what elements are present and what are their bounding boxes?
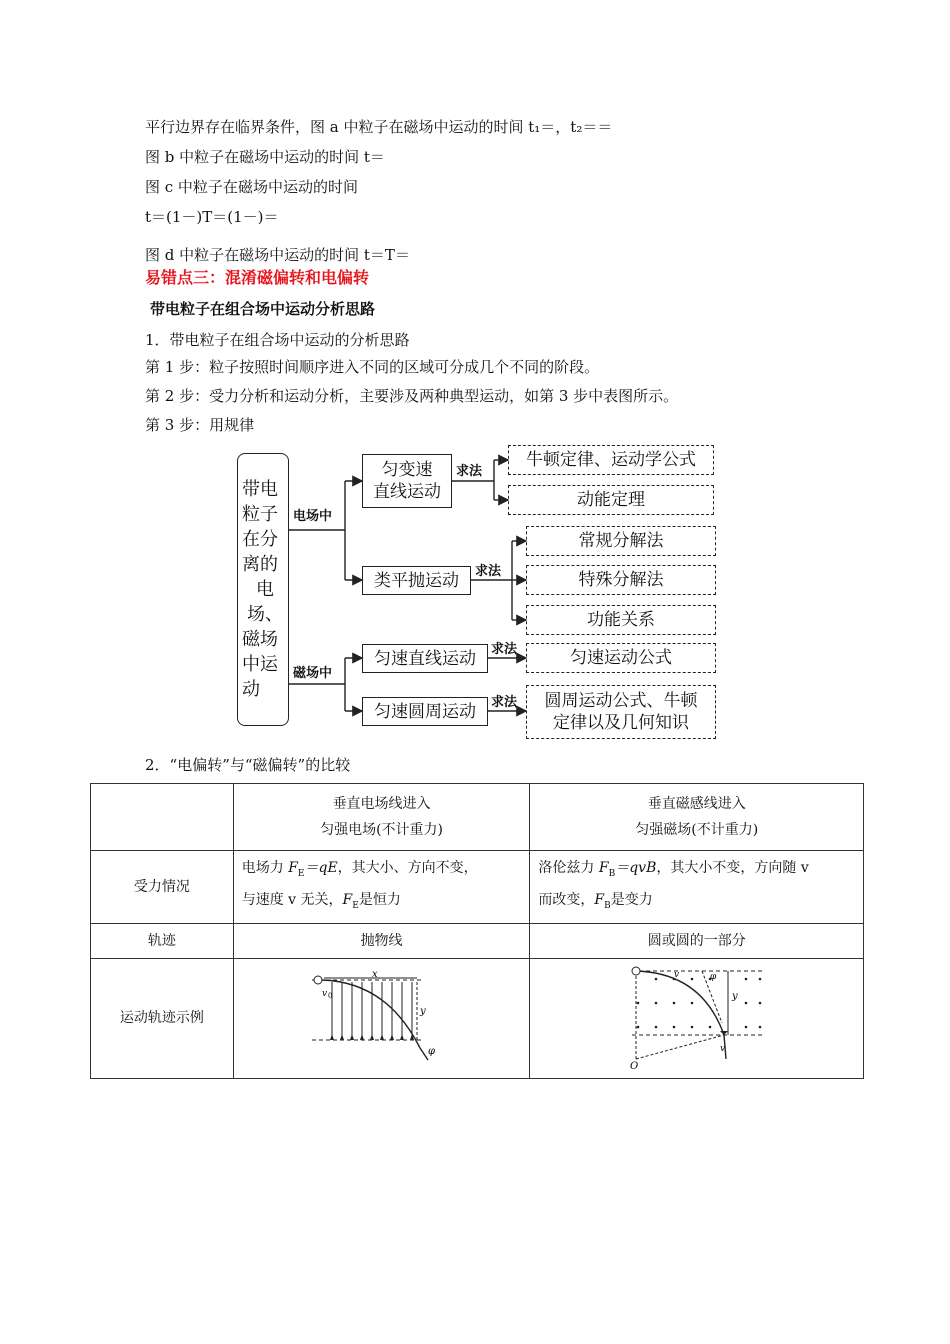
method-circle <box>526 685 716 739</box>
formula-fb-eq: ＝qvB <box>615 860 657 876</box>
motion-projectile: 类平抛运动 <box>362 566 471 595</box>
force-electric-text-c: 与速度 v 无关， <box>241 891 343 908</box>
trajectory-magnetic: 圆或圆的一部分 <box>530 923 864 958</box>
header-magnetic-line2: 匀强磁场(不计重力) <box>635 822 759 838</box>
label-phi-mag: φ <box>709 972 717 983</box>
header-electric-line2: 匀强电场(不计重力) <box>320 822 444 838</box>
force-magnetic-text-c: 而改变， <box>538 891 595 908</box>
method-circle-line1: 圆周运动公式、牛顿 <box>544 691 698 711</box>
label-y-mag: y <box>731 991 738 1003</box>
positive-charge-icon <box>632 967 640 975</box>
root-line: 电场、 <box>247 579 283 625</box>
text-line-4: t＝(1－)T＝(1－)＝ <box>145 208 279 226</box>
example-magnetic <box>530 958 864 1078</box>
electric-field-label: 电场中 <box>293 509 333 524</box>
example-electric <box>233 958 530 1078</box>
root-line: 粒子 <box>242 504 278 525</box>
label-v0: v <box>321 989 327 1000</box>
trajectory-electric: 抛物线 <box>233 923 530 958</box>
method-label-3: 求法 <box>491 642 518 657</box>
comparison-table <box>90 783 864 1079</box>
header-magnetic <box>530 784 864 851</box>
force-label: 受力情况 <box>91 851 234 924</box>
force-electric-text-b: ，其大小、方向不变， <box>337 860 478 876</box>
trajectory-label: 轨迹 <box>91 923 234 958</box>
motion-uniform-accel-line2: 直线运动 <box>373 482 441 502</box>
magnetic-field-dots <box>636 978 761 1035</box>
paragraph-3: 第 2 步：受力分析和运动分析，主要涉及两种典型运动，如第 3 步中表图所示。 <box>145 387 679 405</box>
paragraph-4: 第 3 步：用规律 <box>145 416 255 434</box>
formula-fe-sub: E <box>297 868 305 879</box>
formula-fb-sub-2: B <box>604 900 611 911</box>
magnetic-field-label: 磁场中 <box>293 666 333 681</box>
method-energy: 动能定理 <box>508 485 714 515</box>
paragraph-1: 1．带电粒子在组合场中运动的分析思路 <box>145 331 410 349</box>
table-row-force <box>91 851 864 924</box>
force-magnetic <box>530 851 864 924</box>
label-v-bottom: v <box>719 1044 725 1055</box>
method-decomp: 常规分解法 <box>526 526 716 556</box>
table-header-row <box>91 784 864 851</box>
example-label: 运动轨迹示例 <box>91 958 234 1078</box>
label-x: x <box>371 969 378 981</box>
formula-fb-2: F <box>594 891 605 908</box>
label-phi: φ <box>427 1046 435 1058</box>
force-magnetic-text-d: 是变力 <box>610 891 653 908</box>
electric-deflection-figure <box>302 968 462 1068</box>
header-magnetic-line1: 垂直磁感线进入 <box>647 796 746 812</box>
section-title: 易错点三：混淆磁偏转和电偏转 <box>145 268 370 287</box>
label-v0-sub: 0 <box>327 992 333 1001</box>
force-magnetic-text-b: ，其大小不变，方向随 v <box>656 860 809 876</box>
label-origin: O <box>629 1061 638 1073</box>
label-v-top: v <box>673 970 679 981</box>
formula-fb: F <box>598 860 609 876</box>
text-line-2: 图 b 中粒子在磁场中运动的时间 t＝ <box>145 148 385 166</box>
method-uniform-formula: 匀速运动公式 <box>526 643 716 673</box>
root-line: 带电 <box>242 479 278 500</box>
method-label-4: 求法 <box>491 695 518 710</box>
motion-uniform-line: 匀速直线运动 <box>362 644 488 673</box>
table-row-trajectory <box>91 923 864 958</box>
root-line: 中运 <box>242 654 278 675</box>
method-circle-line2: 定律以及几何知识 <box>553 713 689 733</box>
formula-fe-sub-2: E <box>352 900 359 911</box>
root-line: 离的 <box>242 554 278 575</box>
force-electric <box>233 851 530 924</box>
label-y: y <box>419 1006 426 1018</box>
comparison-title: 2．“电偏转”与“磁偏转”的比较 <box>145 756 351 774</box>
root-line: 动 <box>242 679 260 700</box>
formula-fe: F <box>288 860 298 876</box>
magnetic-deflection-figure <box>622 963 772 1073</box>
header-electric <box>233 784 530 851</box>
method-work: 功能关系 <box>526 605 716 635</box>
header-electric-line1: 垂直电场线进入 <box>332 796 431 812</box>
force-magnetic-text-a: 洛伦兹力 <box>538 860 599 876</box>
text-line-5: 图 d 中粒子在磁场中运动的时间 t＝T＝ <box>145 246 410 264</box>
motion-uniform-accel <box>362 454 452 508</box>
paragraph-2: 第 1 步：粒子按照时间顺序进入不同的区域可分成几个不同的阶段。 <box>145 358 600 376</box>
motion-uniform-accel-line1: 匀变速 <box>381 460 433 480</box>
method-label-1: 求法 <box>456 464 483 479</box>
root-line: 磁场 <box>242 629 278 650</box>
positive-charge-icon <box>314 976 322 984</box>
root-line: 在分 <box>242 529 278 550</box>
method-newton: 牛顿定律、运动学公式 <box>508 445 714 475</box>
table-row-example <box>91 958 864 1078</box>
formula-fe-2: F <box>342 891 353 908</box>
method-special: 特殊分解法 <box>526 565 716 595</box>
motion-uniform-circle: 匀速圆周运动 <box>362 697 488 726</box>
formula-fe-eq: ＝qE <box>304 860 338 876</box>
text-line-1: 平行边界存在临界条件，图 a 中粒子在磁场中运动的时间 t₁＝，t₂＝＝ <box>145 118 613 136</box>
text-line-3: 图 c 中粒子在磁场中运动的时间 <box>145 178 358 196</box>
table-corner-cell <box>91 784 234 851</box>
formula-fb-sub: B <box>608 868 616 879</box>
section-subtitle: 带电粒子在组合场中运动分析思路 <box>150 300 376 318</box>
method-label-2: 求法 <box>475 564 502 579</box>
force-electric-text-d: 是恒力 <box>358 891 401 908</box>
diagram-root-box <box>237 453 289 726</box>
force-electric-text-a: 电场力 <box>241 860 289 876</box>
